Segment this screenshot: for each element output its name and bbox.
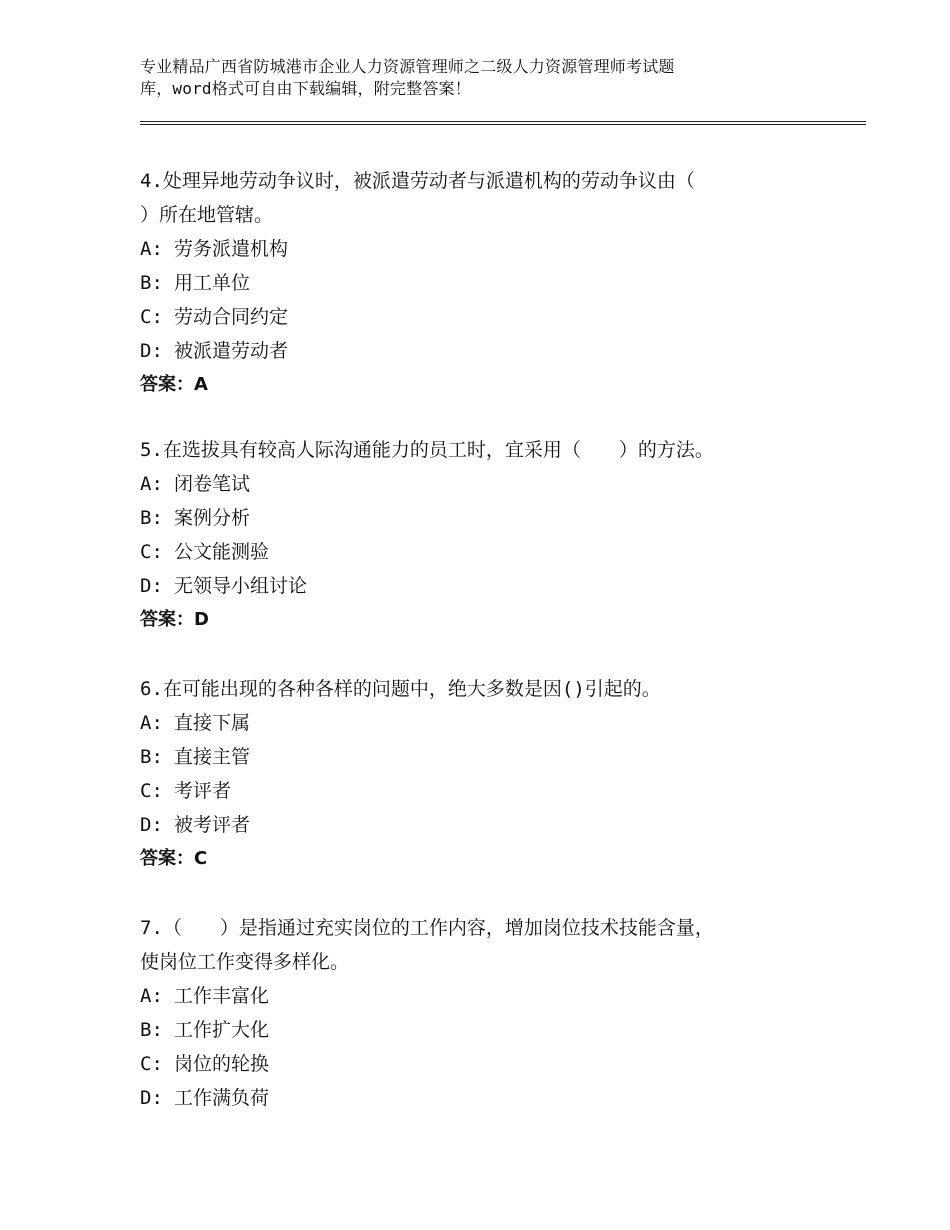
- option-a: [140, 979, 820, 1013]
- option-text: 工作扩大化: [174, 1019, 270, 1041]
- header-divider-top: [140, 121, 866, 122]
- answer-value: A: [194, 374, 208, 395]
- answer-value: D: [194, 609, 209, 630]
- option-key: A:: [140, 473, 163, 495]
- option-text: 被考评者: [174, 814, 251, 836]
- stem-line: ）所在地管辖。: [140, 204, 274, 226]
- option-key: B:: [140, 1019, 163, 1041]
- option-key: D:: [140, 575, 163, 597]
- question-stem: [140, 164, 820, 232]
- option-key: A:: [140, 985, 163, 1007]
- question-5: [140, 433, 820, 637]
- stem-line: 5.在选拔具有较高人际沟通能力的员工时，宜采用（ ）的方法。: [140, 439, 714, 461]
- question-stem: [140, 433, 820, 467]
- option-text: 工作丰富化: [174, 985, 270, 1007]
- option-text: 劳动合同约定: [174, 306, 289, 328]
- option-d: [140, 1081, 820, 1115]
- option-key: B:: [140, 272, 163, 294]
- option-b: [140, 740, 820, 774]
- option-text: 用工单位: [174, 272, 251, 294]
- option-d: [140, 569, 820, 603]
- header-line-1: 专业精品广西省防城港市企业人力资源管理师之二级人力资源管理师考试题: [140, 57, 675, 76]
- answer-label: 答案：: [140, 374, 194, 395]
- option-key: D:: [140, 340, 163, 362]
- option-key: C:: [140, 780, 163, 802]
- option-b: [140, 266, 820, 300]
- option-text: 岗位的轮换: [174, 1053, 270, 1075]
- option-text: 直接下属: [174, 712, 251, 734]
- question-stem: [140, 672, 820, 706]
- option-key: B:: [140, 746, 163, 768]
- option-b: [140, 1013, 820, 1047]
- question-6: [140, 672, 820, 876]
- option-c: [140, 1047, 820, 1081]
- option-b: [140, 501, 820, 535]
- option-text: 闭卷笔试: [174, 473, 251, 495]
- stem-line: 使岗位工作变得多样化。: [140, 951, 350, 973]
- option-key: A:: [140, 712, 163, 734]
- option-d: [140, 808, 820, 842]
- document-header: [140, 56, 780, 100]
- stem-line: 7.（ ）是指通过充实岗位的工作内容，增加岗位技术技能含量，: [140, 917, 714, 939]
- question-4: [140, 164, 820, 402]
- question-7: [140, 911, 820, 1115]
- answer-value: C: [194, 848, 208, 869]
- answer-label: 答案：: [140, 848, 194, 869]
- option-key: D:: [140, 1087, 163, 1109]
- option-c: [140, 300, 820, 334]
- header-line-2: 库，word格式可自由下载编辑，附完整答案！: [140, 79, 471, 98]
- answer-label: 答案：: [140, 609, 194, 630]
- option-key: D:: [140, 814, 163, 836]
- option-text: 公文能测验: [174, 541, 270, 563]
- option-a: [140, 706, 820, 740]
- answer-line: [140, 842, 820, 876]
- option-key: B:: [140, 507, 163, 529]
- option-text: 案例分析: [174, 507, 251, 529]
- option-a: [140, 232, 820, 266]
- option-c: [140, 535, 820, 569]
- option-key: C:: [140, 306, 163, 328]
- option-text: 无领导小组讨论: [174, 575, 308, 597]
- option-text: 直接主管: [174, 746, 251, 768]
- option-text: 考评者: [174, 780, 232, 802]
- answer-line: [140, 368, 820, 402]
- option-text: 工作满负荷: [174, 1087, 270, 1109]
- option-c: [140, 774, 820, 808]
- header-divider-bottom: [140, 124, 866, 125]
- question-stem: [140, 911, 820, 979]
- option-key: C:: [140, 541, 163, 563]
- option-a: [140, 467, 820, 501]
- option-d: [140, 334, 820, 368]
- option-text: 被派遣劳动者: [174, 340, 289, 362]
- option-text: 劳务派遣机构: [174, 238, 289, 260]
- stem-line: 4.处理异地劳动争议时，被派遣劳动者与派遣机构的劳动争议由（: [140, 170, 695, 192]
- stem-line: 6.在可能出现的各种各样的问题中，绝大多数是因()引起的。: [140, 678, 661, 700]
- option-key: C:: [140, 1053, 163, 1075]
- option-key: A:: [140, 238, 163, 260]
- answer-line: [140, 603, 820, 637]
